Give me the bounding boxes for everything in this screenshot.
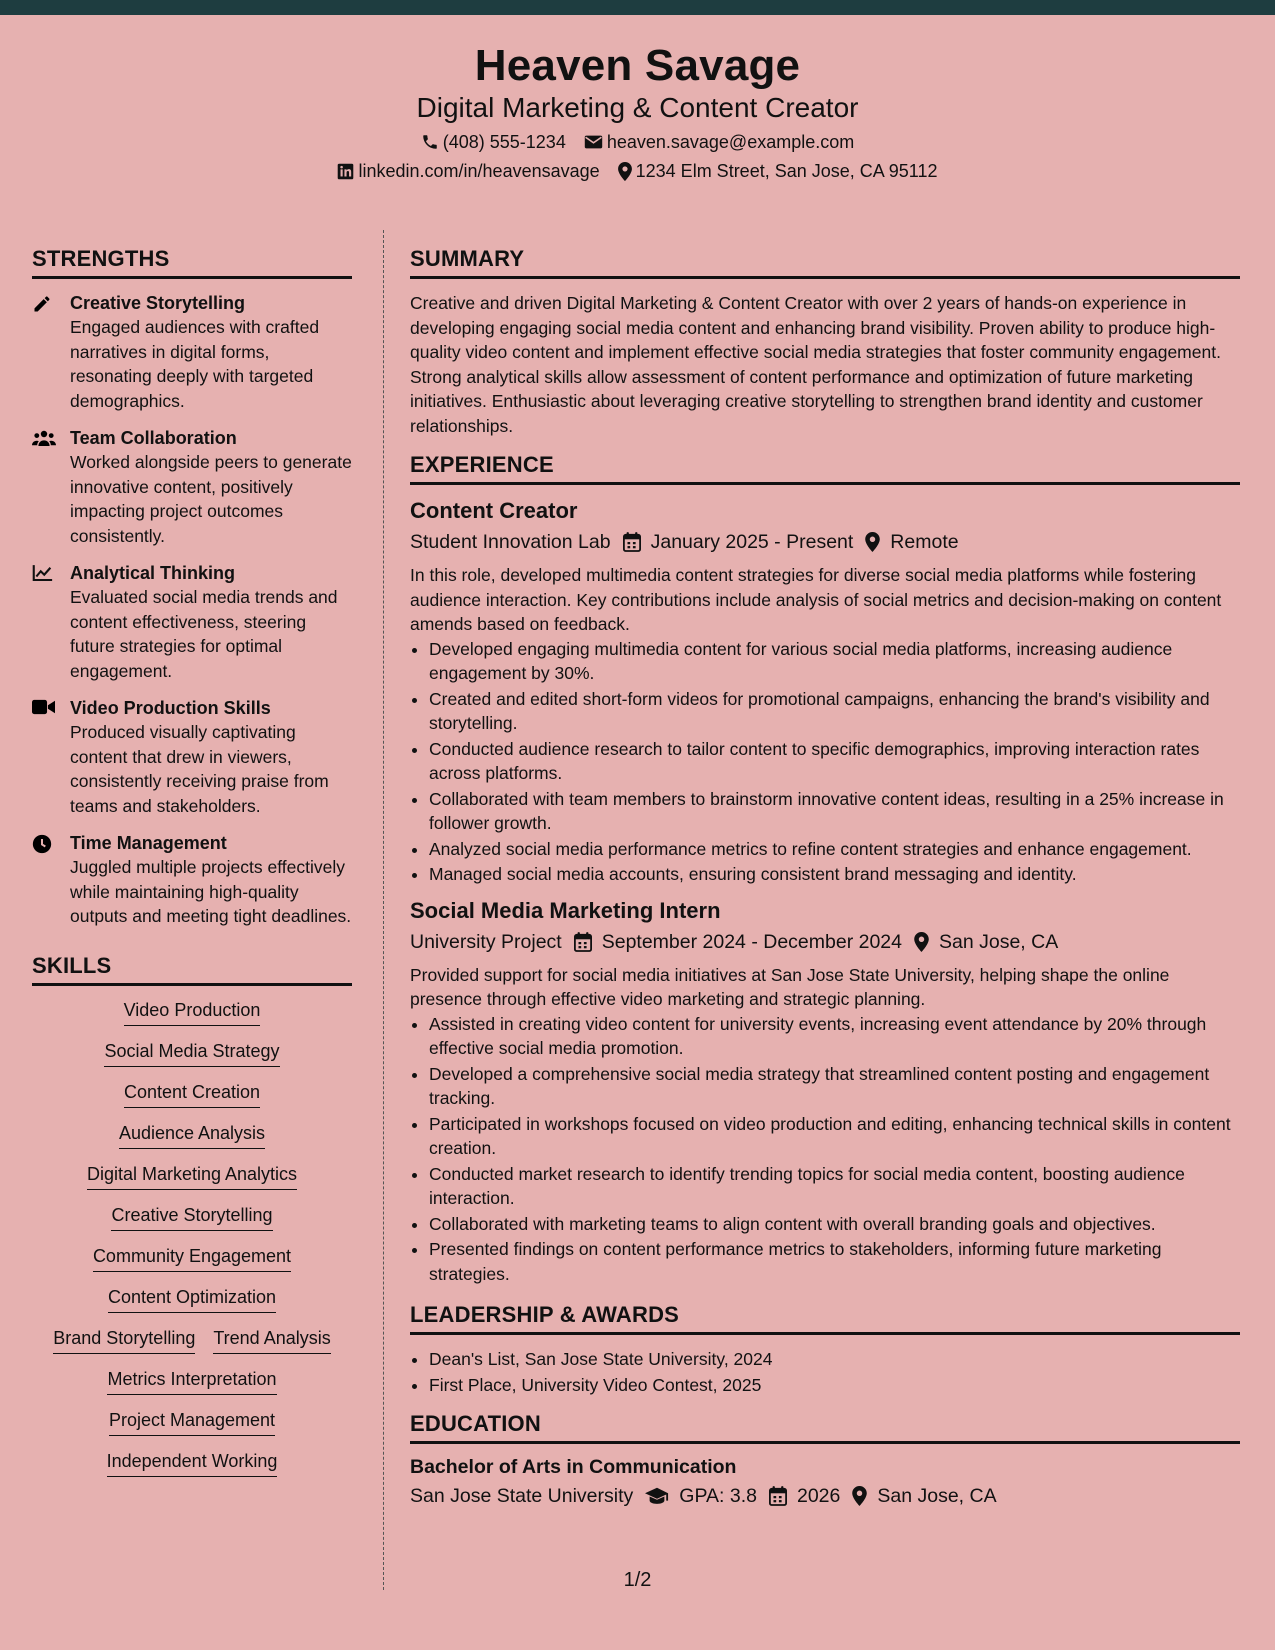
- job-dates: January 2025 - Present: [650, 531, 854, 553]
- strength-item: [32, 561, 352, 683]
- education-year: 2026: [796, 1485, 841, 1507]
- job-bullet: • Managed social media accounts, ensuring consistent brand messaging and identity.: [429, 862, 1240, 887]
- skill-tag: Social Media Strategy: [104, 1039, 279, 1067]
- resume-body: [0, 230, 1275, 1590]
- award-item: • First Place, University Video Contest, 2025: [429, 1373, 1240, 1398]
- job-title: Social Media Marketing Intern: [410, 897, 721, 923]
- strength-desc: Evaluated social media trends and content effectiveness, steering future strategies for optimal engagement.: [70, 587, 338, 681]
- job-bullet: • Analyzed social media performance metrics to refine content strategies and enhance engagement.: [429, 837, 1240, 862]
- envelope-icon: [584, 134, 603, 150]
- linkedin-contact[interactable]: [337, 161, 599, 182]
- top-color-bar: [0, 0, 1275, 15]
- skill-tag: Creative Storytelling: [111, 1203, 272, 1231]
- linkedin-text: linkedin.com/in/heavensavage: [358, 160, 600, 181]
- resume-header: [0, 15, 1275, 181]
- job-bullet: • Developed a comprehensive social media strategy that streamlined content posting and engagement tracking.: [429, 1062, 1240, 1111]
- summary-heading: SUMMARY: [410, 246, 1240, 279]
- strength-desc: Produced visually captivating content that drew in viewers, consistently receiving praise from teams and stakeholders.: [70, 722, 329, 816]
- strength-desc: Worked alongside peers to generate innovative content, positively impacting project outcomes consistently.: [70, 452, 352, 546]
- strength-name: Video Production Skills: [70, 698, 271, 718]
- phone-icon: [421, 133, 439, 151]
- job-bullet: • Conducted market research to identify trending topics for social media content, boosting audience interaction.: [429, 1162, 1240, 1211]
- skill-tag: Independent Working: [107, 1449, 278, 1477]
- job-bullet: • Participated in workshops focused on video production and editing, enhancing technical skills in content creation.: [429, 1112, 1240, 1161]
- job-entry: [410, 497, 1240, 887]
- education-school: San Jose State University: [410, 1485, 634, 1507]
- map-pin-icon: [852, 1486, 867, 1506]
- candidate-title: Digital Marketing & Content Creator: [416, 92, 859, 124]
- job-bullet: • Created and edited short-form videos for promotional campaigns, enhancing the brand's visibility and storytelling.: [429, 687, 1240, 736]
- left-column: [32, 246, 352, 1490]
- strength-name: Creative Storytelling: [70, 293, 246, 313]
- linkedin-icon: [337, 163, 354, 180]
- clock-icon: [32, 831, 70, 929]
- strength-desc: Juggled multiple projects effectively while maintaining high-quality outputs and meeting tight deadlines.: [70, 857, 352, 926]
- skills-list: [32, 998, 352, 1477]
- strength-item: [32, 426, 352, 548]
- job-entry: [410, 897, 1240, 1287]
- map-pin-icon: [914, 932, 929, 952]
- skill-tag: Trend Analysis: [213, 1326, 330, 1354]
- job-description: Provided support for social media initiatives at San Jose State University, helping shape the online presence through effective video marketing and strategic planning.: [410, 964, 1170, 1009]
- skill-tag: Content Optimization: [108, 1285, 276, 1313]
- right-column: [410, 246, 1240, 1517]
- skill-tag: Brand Storytelling: [53, 1326, 195, 1354]
- job-description: In this role, developed multimedia content strategies for diverse social media platforms while fostering audience interaction. Key contributions include analysis of social metrics and decision-making on content amends based on feedback.: [410, 565, 1222, 634]
- email-text: heaven.savage@example.com: [606, 131, 855, 152]
- job-org: Student Innovation Lab: [410, 531, 611, 553]
- contact-row-1: [0, 132, 1275, 153]
- strength-name: Team Collaboration: [70, 428, 237, 448]
- contact-row-2: [0, 161, 1275, 182]
- job-meta: [410, 929, 1240, 955]
- address-text: 1234 Elm Street, San Jose, CA 95112: [635, 160, 938, 181]
- map-pin-icon: [865, 532, 880, 552]
- job-bullet: • Collaborated with marketing teams to align content with overall branding goals and objectives.: [429, 1212, 1240, 1237]
- skills-heading: SKILLS: [32, 953, 352, 986]
- candidate-name: Heaven Savage: [474, 41, 801, 90]
- calendar-icon: [769, 1486, 787, 1506]
- strength-item: [32, 831, 352, 929]
- education-location: San Jose, CA: [877, 1485, 997, 1507]
- strengths-heading: STRENGTHS: [32, 246, 352, 279]
- phone-text: (408) 555-1234: [442, 131, 566, 152]
- job-dates: September 2024 - December 2024: [601, 930, 902, 953]
- education-heading: EDUCATION: [410, 1411, 1240, 1444]
- job-bullet: • Conducted audience research to tailor content to specific demographics, improving interaction rates across platforms.: [429, 737, 1240, 786]
- summary-text: Creative and driven Digital Marketing & Content Creator with over 2 years of hands-on experience in developing engaging social media content and enhancing brand visibility. Proven ability to produce high-quality video content and implement effective social media strategies that foster community engagement. Strong analytical skills allow assessment of content performance and optimization of future marketing initiatives. Enthusiastic about leveraging creative storytelling to strengthen brand identity and customer relationships.: [410, 293, 1221, 436]
- award-item: • Dean's List, San Jose State University, 2024: [429, 1347, 1240, 1372]
- job-meta: [410, 529, 1240, 555]
- job-bullet: • Collaborated with team members to brainstorm innovative content ideas, resulting in a 25% increase in follower growth.: [429, 787, 1240, 836]
- awards-heading: LEADERSHIP & AWARDS: [410, 1302, 1240, 1335]
- video-icon: [32, 696, 70, 818]
- skill-tag: Metrics Interpretation: [107, 1367, 276, 1395]
- education-degree: Bachelor of Arts in Communication: [410, 1456, 737, 1478]
- page-number: 1/2: [623, 1569, 652, 1591]
- education-gpa: GPA: 3.8: [679, 1485, 757, 1507]
- map-pin-icon: [618, 162, 632, 181]
- column-divider: [383, 230, 384, 1590]
- job-location: Remote: [890, 531, 959, 553]
- chart-line-icon: [32, 561, 70, 683]
- awards-list: [410, 1347, 1240, 1397]
- calendar-icon: [574, 932, 592, 952]
- skill-tag: Digital Marketing Analytics: [87, 1162, 297, 1190]
- job-bullet: • Assisted in creating video content for university events, increasing event attendance by 20% through effective social media promotion.: [429, 1012, 1240, 1061]
- skill-tag: Content Creation: [124, 1080, 260, 1108]
- job-org: University Project: [410, 930, 562, 953]
- strength-item: [32, 696, 352, 818]
- skill-tag: Video Production: [124, 998, 261, 1026]
- strength-name: Analytical Thinking: [70, 563, 236, 583]
- users-icon: [32, 426, 70, 548]
- skill-tag: Project Management: [109, 1408, 275, 1436]
- job-bullet: • Developed engaging multimedia content for various social media platforms, increasing audience engagement by 30%.: [429, 637, 1240, 686]
- job-bullet: • Presented findings on content performance metrics to stakeholders, informing future marketing strategies.: [429, 1237, 1240, 1286]
- education-meta: [410, 1483, 1240, 1509]
- strength-desc: Engaged audiences with crafted narratives in digital forms, resonating deeply with targeted demographics.: [70, 317, 320, 411]
- experience-heading: EXPERIENCE: [410, 452, 1240, 485]
- job-location: San Jose, CA: [938, 930, 1059, 953]
- graduation-cap-icon: [645, 1487, 669, 1505]
- job-bullets: [410, 1012, 1240, 1287]
- job-title: Content Creator: [410, 498, 578, 523]
- skill-tag: Community Engagement: [93, 1244, 291, 1272]
- pencil-icon: [32, 291, 70, 413]
- strength-item: [32, 291, 352, 413]
- calendar-icon: [623, 532, 641, 552]
- job-bullets: [410, 637, 1240, 887]
- phone-contact: [421, 132, 566, 153]
- email-contact[interactable]: [584, 132, 854, 153]
- strength-name: Time Management: [70, 833, 227, 853]
- address-contact: [618, 161, 938, 182]
- skill-tag: Audience Analysis: [119, 1121, 265, 1149]
